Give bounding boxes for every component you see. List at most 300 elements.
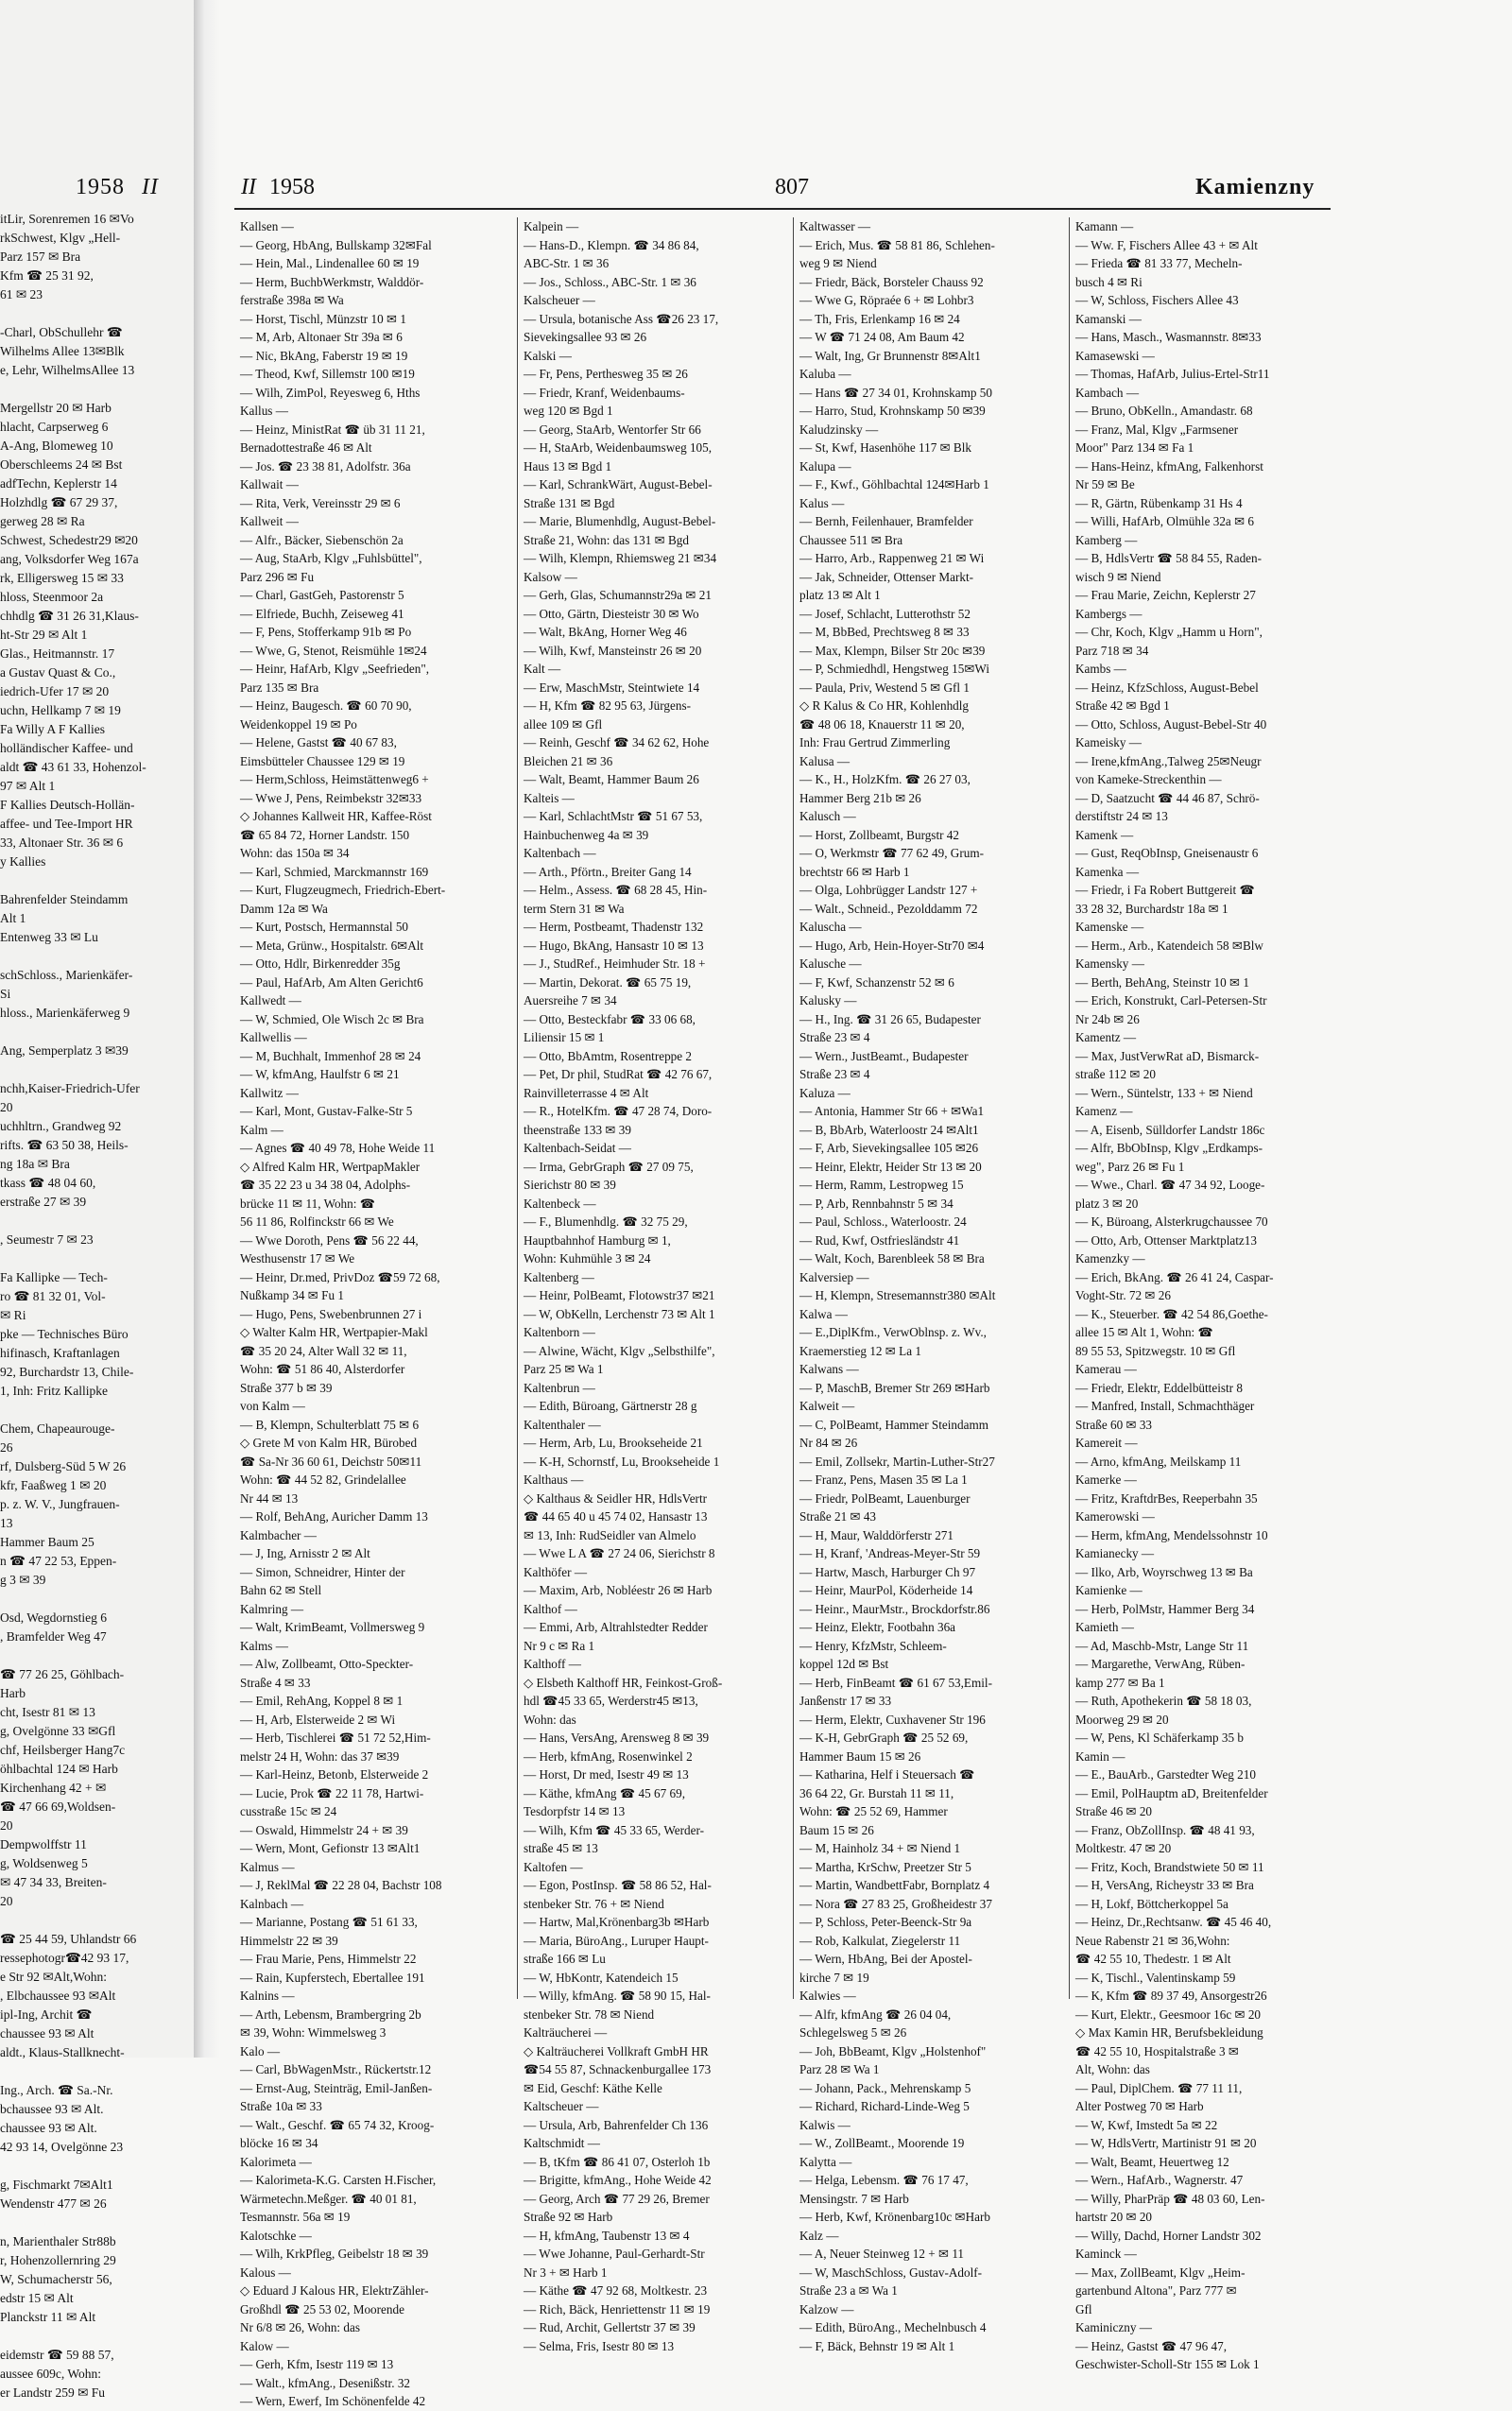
- directory-entry-line: — J, ReklMal ☎ 22 28 04, Bachstr 108: [240, 1878, 442, 1892]
- directory-entry-line: — Käthe, kfmAng ☎ 45 67 69,: [524, 1785, 685, 1800]
- directory-entry-line: kfr, Faaßweg 1 ✉ 20: [0, 1478, 107, 1492]
- directory-entry-line: ☎ 35 20 24, Alter Wall 32 ✉ 11,: [240, 1343, 407, 1358]
- directory-entry-line: — Rich, Bäck, Henriettenstr 11 ✉ 19: [524, 2301, 711, 2316]
- directory-entry-line: — Fritz, KraftdrBes, Reeperbahn 35: [1075, 1490, 1258, 1506]
- directory-entry-line: Neue Rabenstr 21 ✉ 36,Wohn:: [1075, 1933, 1230, 1948]
- directory-entry-line: — M, Hainholz 34 + ✉ Niend 1: [799, 1841, 961, 1855]
- directory-entry-line: g, Ovelgönne 33 ✉Gfl: [0, 1724, 116, 1738]
- directory-entry-line: von Kameke-Streckenthin —: [1075, 772, 1222, 786]
- directory-entry-line: — Wern, Ewerf, Im Schönenfelde 42: [240, 2394, 426, 2408]
- directory-entry-line: ro ☎ 81 32 01, Vol-: [0, 1289, 106, 1303]
- directory-entry-line: Kfm ☎ 25 31 92,: [0, 268, 94, 283]
- directory-entry-line: — Alfr., Bäcker, Siebenschön 2a: [240, 532, 404, 547]
- directory-entry-line: Kallwedt —: [240, 993, 301, 1007]
- directory-entry-line: — Horst, Dr med, Isestr 49 ✉ 13: [524, 1767, 689, 1782]
- directory-entry-line: 33, Altonaer Str. 36 ✉ 6: [0, 835, 124, 850]
- directory-entry-line: — Wern, Mont, Gefionstr 13 ✉Alt1: [240, 1841, 421, 1855]
- directory-entry-line: — Thomas, HafArb, Julius-Ertel-Str11: [1075, 367, 1270, 381]
- directory-entry-line: — Erich, Mus. ☎ 58 81 86, Schlehen-: [799, 237, 995, 252]
- directory-entry-line: — Reinh, Geschf ☎ 34 62 62, Hohe: [524, 735, 710, 749]
- directory-entry-line: p. z. W. V., Jungfrauen-: [0, 1497, 120, 1511]
- directory-entry-line: — Jos., Schloss., ABC-Str. 1 ✉ 36: [524, 274, 696, 289]
- directory-entry-line: — Egon, PostInsp. ☎ 58 86 52, Hal-: [524, 1878, 712, 1892]
- directory-entry-line: — Brigitte, kfmAng., Hohe Weide 42: [524, 2173, 712, 2187]
- directory-entry-line: — Nora ☎ 27 83 25, Großheidestr 37: [799, 1896, 992, 1911]
- directory-entry-line: Parz 718 ✉ 34: [1075, 643, 1149, 658]
- directory-entry-line: Voght-Str. 72 ✉ 26: [1075, 1288, 1171, 1302]
- directory-entry-line: — Hans-Heinz, kfmAng, Falkenhorst: [1075, 458, 1263, 474]
- directory-entry-line: 20: [0, 1100, 13, 1114]
- directory-entry-line: Kameisky —: [1075, 735, 1142, 749]
- directory-entry-line: — K, Büroang, Alsterkrugchaussee 70: [1075, 1214, 1268, 1229]
- directory-entry-line: — Walt, Beamt, Hammer Baum 26: [524, 772, 699, 786]
- directory-entry-line: — Bernh, Feilenhauer, Bramfelder: [799, 514, 973, 528]
- directory-entry-line: — Emil, Zollsekr, Martin-Luther-Str27: [799, 1454, 995, 1469]
- directory-entry-line: uchhltrn., Grandweg 92: [0, 1119, 122, 1133]
- directory-entry-line: — Willy, PharPräp ☎ 48 03 60, Len-: [1075, 2191, 1265, 2206]
- directory-entry-line: — Otto, Arb, Ottenser Marktplatz13: [1075, 1232, 1257, 1248]
- left-page-header: [76, 175, 159, 200]
- directory-page: [222, 0, 1512, 2408]
- directory-entry-line: Kalnbach —: [240, 1896, 304, 1911]
- directory-entry-line: — Otto, Gärtn, Diesteistr 30 ✉ Wo: [524, 606, 699, 621]
- directory-entry-line: — J., StudRef., Heimhuder Str. 18 +: [524, 956, 706, 971]
- directory-entry-line: g 3 ✉ 39: [0, 1573, 46, 1587]
- directory-entry-line: — H, Arb, Elsterweide 2 ✉ Wi: [240, 1712, 396, 1727]
- directory-entry-line: Kallwitz —: [240, 1085, 299, 1100]
- directory-entry-line: — J, Ing, Arnisstr 2 ✉ Alt: [240, 1546, 370, 1560]
- directory-entry-line: Kaltscheuer —: [524, 2099, 599, 2113]
- directory-entry-line: Hammer Berg 21b ✉ 26: [799, 790, 921, 805]
- directory-entry-line: brücke 11 ✉ 11, Wohn: ☎: [240, 1196, 376, 1211]
- directory-entry-line: ◇ Kalträucherei Vollkraft GmbH HR: [524, 2043, 709, 2058]
- directory-entry-line: ☎ 44 65 40 u 45 74 02, Hansastr 13: [524, 1509, 708, 1524]
- directory-entry-line: pke — Technisches Büro: [0, 1327, 129, 1341]
- directory-entry-line: — Hartw, Masch, Harburger Ch 97: [799, 1564, 976, 1579]
- directory-entry-line: — Frau Marie, Zeichn, Keplerstr 27: [1075, 588, 1256, 602]
- directory-entry-line: Kamenzky —: [1075, 1251, 1145, 1266]
- directory-entry-line: Kalz —: [799, 2228, 839, 2243]
- directory-entry-line: ◇ Eduard J Kalous HR, ElektrZähler-: [240, 2283, 429, 2298]
- directory-entry-line: [0, 2327, 217, 2346]
- directory-entry-line: 92, Burchardstr 13, Chile-: [0, 1365, 134, 1379]
- directory-entry-line: Nußkamp 34 ✉ Fu 1: [240, 1288, 344, 1302]
- directory-entry-line: ht-Str 29 ✉ Alt 1: [0, 628, 88, 642]
- directory-entry-line: — Georg, StaArb, Wentorfer Str 66: [524, 422, 701, 437]
- directory-entry-line: [0, 1401, 217, 1420]
- directory-entry-line: — Otto, Besteckfabr ☎ 33 06 68,: [524, 1011, 696, 1026]
- directory-entry-line: Kalous —: [240, 2265, 291, 2280]
- directory-entry-line: Kaminck —: [1075, 2247, 1137, 2261]
- directory-entry-line: — Heinz, Dr.,Rechtsanw. ☎ 45 46 40,: [1075, 1915, 1272, 1929]
- directory-entry-line: — Rita, Verk, Vereinsstr 29 ✉ 6: [240, 495, 401, 510]
- directory-entry-line: Hammer Baum 25: [0, 1535, 94, 1549]
- directory-entry-line: ◇ Walter Kalm HR, Wertpapier-Makl: [240, 1325, 428, 1339]
- directory-entry-line: — Joh, BbBeamt, Klgv „Holstenhof": [799, 2043, 987, 2058]
- directory-entry-line: Kaltenbach-Seidat —: [524, 1141, 631, 1155]
- directory-entry-line: — Wilh, ZimPol, Reyesweg 6, Hths: [240, 385, 421, 400]
- directory-entry-line: — Marie, Blumenhdlg, August-Bebel-: [524, 514, 716, 528]
- directory-entry-line: Kalsow —: [524, 569, 577, 584]
- directory-entry-line: Geschwister-Scholl-Str 155 ✉ Lok 1: [1075, 2357, 1260, 2371]
- directory-column-3: [793, 217, 1064, 2353]
- directory-entry-line: Ing., Arch. ☎ Sa.-Nr.: [0, 2083, 113, 2097]
- directory-entry-line: Nr 24b ✉ 26: [1075, 1011, 1140, 1026]
- directory-entry-line: [0, 1646, 217, 1665]
- directory-entry-line: — Jak, Schneider, Ottenser Markt-: [799, 569, 974, 584]
- directory-entry-line: — Max, JustVerwRat aD, Bismarck-: [1075, 1048, 1260, 1063]
- directory-entry-line: platz 13 ✉ Alt 1: [799, 588, 881, 602]
- directory-entry-line: — K, Tischl., Valentinskamp 59: [1075, 1970, 1236, 1985]
- directory-entry-line: Wohn: ☎ 44 52 82, Grindelallee: [240, 1472, 406, 1487]
- directory-entry-line: Auersreihe 7 ✉ 34: [524, 993, 617, 1007]
- directory-entry-line: affee- und Tee-Import HR: [0, 817, 133, 831]
- directory-entry-line: — Antonia, Hammer Str 66 + ✉Wa1: [799, 1104, 985, 1118]
- directory-entry-line: melstr 24 H, Wohn: das 37 ✉39: [240, 1748, 400, 1764]
- directory-entry-line: Kaltenborn —: [524, 1325, 595, 1339]
- directory-entry-line: — Fr, Pens, Perthesweg 35 ✉ 26: [524, 367, 688, 381]
- directory-entry-line: Straße 131 ✉ Bgd: [524, 495, 615, 510]
- directory-entry-line: — Walt, Beamt, Heuertweg 12: [1075, 2154, 1229, 2169]
- directory-entry-line: — Josef, Schlacht, Lutterothstr 52: [799, 606, 971, 621]
- directory-entry-line: — Walt, Ing, Gr Brunnenstr 8✉Alt1: [799, 348, 981, 363]
- directory-entry-line: — W, Kwf, Imstedt 5a ✉ 22: [1075, 2117, 1218, 2132]
- directory-entry-line: Kamentz —: [1075, 1030, 1137, 1044]
- directory-entry-line: — Edith, BüroAng., Mechelnbusch 4: [799, 2320, 987, 2334]
- directory-entry-line: Kalteis —: [524, 790, 575, 805]
- directory-entry-line: — H, Kfm ☎ 82 95 63, Jürgens-: [524, 698, 691, 713]
- directory-entry-line: hartstr 20 ✉ 20: [1075, 2210, 1153, 2224]
- directory-entry-line: — Ursula, Arb, Bahrenfelder Ch 136: [524, 2117, 709, 2132]
- directory-entry-line: — Rob, Kalkulat, Ziegelerstr 11: [799, 1933, 961, 1948]
- directory-entry-line: ☎ 65 84 72, Horner Landstr. 150: [240, 827, 410, 842]
- directory-entry-line: Kalträucherei —: [524, 2025, 608, 2040]
- directory-column-1: [234, 217, 505, 2408]
- directory-entry-line: — Heinr, MaurPol, Köderheide 14: [799, 1583, 973, 1597]
- directory-entry-line: — Kurt, Elektr., Geesmoor 16c ✉ 20: [1075, 2006, 1262, 2022]
- directory-entry-line: Kalt —: [524, 662, 561, 676]
- directory-entry-line: Kamin —: [1075, 1748, 1125, 1764]
- directory-entry-line: Kamenz —: [1075, 1104, 1133, 1118]
- directory-entry-line: Kalwa —: [799, 1306, 848, 1321]
- directory-entry-line: — Wern, HbAng, Bei der Apostel-: [799, 1952, 972, 1966]
- directory-entry-line: Entenweg 33 ✉ Lu: [0, 930, 98, 944]
- directory-entry-line: A-Ang, Blomeweg 10: [0, 439, 113, 453]
- directory-entry-line: — Emil, PolHauptm aD, Breitenfelder: [1075, 1785, 1268, 1800]
- directory-entry-line: 61 ✉ 23: [0, 287, 43, 301]
- directory-entry-line: derstiftstr 24 ✉ 13: [1075, 809, 1168, 823]
- directory-entry-line: W, Schumacherstr 56,: [0, 2272, 112, 2286]
- directory-entry-line: — F, Arb, Sievekingsallee 105 ✉26: [799, 1141, 979, 1155]
- directory-entry-line: straße 112 ✉ 20: [1075, 1067, 1156, 1081]
- directory-entry-line: — F, Kwf, Schanzenstr 52 ✉ 6: [799, 974, 954, 990]
- directory-entry-line: — Käthe ☎ 47 92 68, Moltkestr. 23: [524, 2283, 708, 2298]
- directory-entry-line: 20: [0, 1818, 13, 1833]
- directory-entry-line: — Karl, Schmied, Marckmannstr 169: [240, 864, 429, 879]
- directory-entry-line: — Wilh, Kwf, Mansteinstr 26 ✉ 20: [524, 643, 702, 658]
- directory-entry-line: — Paula, Priv, Westend 5 ✉ Gfl 1: [799, 680, 970, 695]
- directory-entry-line: Weidenkoppel 19 ✉ Po: [240, 716, 357, 732]
- directory-entry-line: — Katharina, Helf i Steuersach ☎: [799, 1767, 975, 1782]
- directory-entry-line: — Carl, BbWagenMstr., Rückertstr.12: [240, 2062, 432, 2076]
- directory-entry-line: Kalwies —: [799, 1989, 856, 2003]
- directory-entry-line: — Karl, Mont, Gustav-Falke-Str 5: [240, 1104, 413, 1118]
- directory-entry-line: Gfl: [1075, 2301, 1092, 2316]
- directory-entry-line: Kamianecky —: [1075, 1546, 1155, 1560]
- directory-entry-line: — Hugo, BkAng, Hansastr 10 ✉ 13: [524, 938, 704, 953]
- directory-entry-line: — Maxim, Arb, Nobléestr 26 ✉ Harb: [524, 1583, 713, 1597]
- directory-entry-line: e, Lehr, WilhelmsAllee 13: [0, 363, 135, 377]
- directory-entry-line: — Martin, WandbettFabr, Bornplatz 4: [799, 1878, 990, 1892]
- directory-entry-line: er Landstr 259 ✉ Fu: [0, 2385, 106, 2400]
- directory-entry-line: — Irene,kfmAng.,Talweg 25✉Neugr: [1075, 753, 1262, 768]
- directory-entry-line: — C, PolBeamt, Hammer Steindamm: [799, 1417, 988, 1432]
- page-number: 807: [775, 175, 809, 199]
- directory-entry-line: Eimsbütteler Chaussee 129 ✉ 19: [240, 753, 405, 768]
- directory-entry-line: — Martin, Dekorat. ☎ 65 75 19,: [524, 974, 692, 990]
- directory-entry-line: — Ursula, botanische Ass ☎26 23 17,: [524, 311, 719, 326]
- directory-entry-line: — Hugo, Pens, Swebenbrunnen 27 i: [240, 1306, 422, 1321]
- directory-entry-line: Moorweg 29 ✉ 20: [1075, 1712, 1169, 1727]
- directory-entry-line: Mergellstr 20 ✉ Harb: [0, 401, 112, 415]
- directory-entry-line: Straße 23 ✉ 4: [799, 1030, 870, 1044]
- directory-entry-line: — B, BbArb, Waterloostr 24 ✉Alt1: [799, 1122, 979, 1137]
- directory-entry-line: — Paul, DiplChem. ☎ 77 11 11,: [1075, 2080, 1243, 2095]
- directory-entry-line: — Heinr, Dr.med, PrivDoz ☎59 72 68,: [240, 1269, 440, 1284]
- directory-entry-line: straße 45 ✉ 13: [524, 1841, 598, 1855]
- directory-entry-line: von Kalm —: [240, 1399, 305, 1413]
- directory-entry-line: hloss, Steenmoor 2a: [0, 590, 104, 604]
- directory-entry-line: — Gerh, Glas, Schumannstr29a ✉ 21: [524, 588, 712, 602]
- directory-entry-line: — Arth., Pförtn., Breiter Gang 14: [524, 864, 692, 879]
- directory-entry-line: — St, Kwf, Hasenhöhe 117 ✉ Blk: [799, 440, 971, 455]
- directory-entry-line: — Pet, Dr phil, StudRat ☎ 42 76 67,: [524, 1067, 713, 1081]
- directory-entry-line: Kalupa —: [799, 458, 851, 474]
- directory-entry-line: aussee 609c, Wohn:: [0, 2367, 102, 2381]
- directory-entry-line: Wilhelms Allee 13✉Blk: [0, 344, 125, 358]
- directory-entry-line: — W., ZollBeamt., Moorende 19: [799, 2136, 965, 2150]
- directory-entry-line: Holzhdlg ☎ 67 29 37,: [0, 495, 118, 509]
- directory-entry-line: Hauptbahnhof Hamburg ✉ 1,: [524, 1232, 671, 1248]
- directory-entry-line: — Hein, Mal., Lindenallee 60 ✉ 19: [240, 256, 420, 270]
- directory-entry-line: — Friedr, Elektr, Eddelbütteistr 8: [1075, 1380, 1243, 1395]
- directory-entry-line: [0, 2062, 217, 2081]
- directory-entry-line: — Ernst-Aug, Steinträg, Emil-Janßen-: [240, 2080, 433, 2095]
- directory-entry-line: Kamenka —: [1075, 864, 1140, 879]
- directory-entry-line: chaussee 93 ✉ Alt.: [0, 2121, 97, 2135]
- directory-entry-line: — Erw, MaschMstr, Steintwiete 14: [524, 680, 700, 695]
- directory-entry-line: — M, Buchhalt, Immenhof 28 ✉ 24: [240, 1048, 421, 1063]
- directory-entry-line: Straße 60 ✉ 33: [1075, 1417, 1153, 1432]
- directory-entry-line: 36 64 22, Gr. Burstah 11 ✉ 11,: [799, 1785, 954, 1800]
- directory-entry-line: Hammer Baum 15 ✉ 26: [799, 1748, 921, 1764]
- directory-entry-line: ◇ Johannes Kallweit HR, Kaffee-Röst: [240, 809, 432, 823]
- directory-entry-line: Kamienke —: [1075, 1583, 1143, 1597]
- directory-entry-line: Kalusky —: [799, 993, 857, 1007]
- directory-entry-line: ABC-Str. 1 ✉ 36: [524, 256, 610, 270]
- left-page-roman: II: [142, 175, 159, 199]
- directory-entry-line: Kaltenthaler —: [524, 1417, 601, 1432]
- directory-entry-line: wisch 9 ✉ Niend: [1075, 569, 1161, 584]
- directory-entry-line: — Wern., Süntelstr, 133 + ✉ Niend: [1075, 1085, 1253, 1100]
- directory-entry-line: — Herm, kfmAng, Mendelssohnstr 10: [1075, 1527, 1268, 1542]
- directory-entry-line: , Bramfelder Weg 47: [0, 1629, 107, 1644]
- directory-entry-line: ✉ 47 34 33, Breiten-: [0, 1875, 107, 1889]
- directory-entry-line: — Herb, Kwf, Krönenbarg10c ✉Harb: [799, 2210, 990, 2224]
- directory-entry-line: — Willy, Dachd, Horner Landstr 302: [1075, 2228, 1262, 2243]
- directory-entry-line: Alter Postweg 70 ✉ Harb: [1075, 2099, 1204, 2113]
- directory-entry-line: Straße 21 ✉ 43: [799, 1509, 877, 1524]
- directory-entry-line: Kallwellis —: [240, 1030, 307, 1044]
- directory-entry-line: — Herb, FinBeamt ☎ 61 67 53,Emil-: [799, 1675, 992, 1690]
- directory-entry-line: — Hans-D., Klempn. ☎ 34 86 84,: [524, 237, 699, 252]
- directory-entry-line: Fa Kallipke — Tech-: [0, 1270, 108, 1284]
- directory-entry-line: Damm 12a ✉ Wa: [240, 901, 328, 916]
- directory-entry-line: Nr 3 + ✉ Harb 1: [524, 2265, 608, 2280]
- directory-entry-line: — Elfriede, Buchh, Zeiseweg 41: [240, 606, 404, 621]
- directory-entry-line: adfTechn, Keplerstr 14: [0, 476, 117, 491]
- directory-entry-line: — Bruno, ObKelln., Amandastr. 68: [1075, 404, 1253, 418]
- directory-entry-line: — W ☎ 71 24 08, Am Baum 42: [799, 330, 965, 344]
- directory-entry-line: — H, VersAng, Richeystr 33 ✉ Bra: [1075, 1878, 1254, 1892]
- directory-entry-line: — Emil, RehAng, Koppel 8 ✉ 1: [240, 1694, 404, 1708]
- directory-entry-line: eidemstr ☎ 59 88 57,: [0, 2348, 114, 2362]
- directory-entry-line: Kamann —: [1075, 219, 1134, 233]
- directory-entry-line: hdl ☎45 33 65, Werderstr45 ✉13,: [524, 1694, 698, 1708]
- directory-entry-line: — Wilh, Kfm ☎ 45 33 65, Werder-: [524, 1822, 704, 1837]
- directory-entry-line: Wohn: Kuhmühle 3 ✉ 24: [524, 1251, 651, 1266]
- directory-entry-line: Kalwans —: [799, 1362, 859, 1376]
- directory-entry-line: — F., Blumenhdlg. ☎ 32 75 29,: [524, 1214, 688, 1229]
- directory-entry-line: — Friedr, i Fa Robert Buttgereit ☎: [1075, 883, 1255, 897]
- directory-entry-line: — Hugo, Arb, Hein-Hoyer-Str70 ✉4: [799, 938, 985, 953]
- directory-entry-line: — B, Klempn, Schulterblatt 75 ✉ 6: [240, 1417, 420, 1432]
- directory-entry-line: — F, Pens, Stofferkamp 91b ✉ Po: [240, 625, 412, 639]
- directory-entry-line: — Wwe Johanne, Paul-Gerhardt-Str: [524, 2247, 705, 2261]
- directory-entry-line: Wärmetechn.Meßger. ☎ 40 01 81,: [240, 2191, 417, 2206]
- directory-entry-line: Rainvilleterrasse 4 ✉ Alt: [524, 1085, 649, 1100]
- directory-entry-line: — Wilh, KrkPfleg, Geibelstr 18 ✉ 39: [240, 2247, 429, 2261]
- directory-entry-line: Kalmbacher —: [240, 1527, 317, 1542]
- directory-entry-line: 26: [0, 1440, 13, 1455]
- directory-entry-line: Kamereit —: [1075, 1436, 1138, 1450]
- directory-entry-line: — Maria, BüroAng., Luruper Haupt-: [524, 1933, 709, 1948]
- directory-entry-line: — W, ObKelln, Lerchenstr 73 ✉ Alt 1: [524, 1306, 715, 1321]
- directory-entry-line: — Otto, Hdlr, Birkenredder 35g: [240, 956, 401, 971]
- directory-entry-line: ◇ Max Kamin HR, Berufsbekleidung: [1075, 2025, 1263, 2040]
- directory-entry-line: — Heinz, MinistRat ☎ üb 31 11 21,: [240, 422, 425, 437]
- directory-entry-line: Kalpein —: [524, 219, 579, 233]
- directory-entry-line: — Wwe J, Pens, Reimbekstr 32✉33: [240, 790, 422, 805]
- directory-entry-line: — Agnes ☎ 40 49 78, Hohe Weide 11: [240, 1141, 436, 1155]
- directory-entry-line: Straße 46 ✉ 20: [1075, 1804, 1153, 1818]
- directory-entry-line: Schwest, Schedestr29 ✉20: [0, 533, 138, 547]
- directory-entry-line: e Str 92 ✉Alt,Wohn:: [0, 1970, 107, 1984]
- directory-entry-line: — Max, ZollBeamt, Klgv „Heim-: [1075, 2265, 1246, 2280]
- directory-entry-line: — H, kfmAng, Taubenstr 13 ✉ 4: [524, 2228, 690, 2243]
- directory-entry-line: Sierichstr 80 ✉ 39: [524, 1178, 616, 1192]
- directory-entry-line: 56 11 86, Rolfinckstr 66 ✉ We: [240, 1214, 394, 1229]
- directory-entry-line: [0, 1249, 217, 1268]
- directory-entry-line: Kamberg —: [1075, 532, 1138, 547]
- directory-entry-line: itLir, Sorenremen 16 ✉Vo: [0, 212, 134, 226]
- directory-entry-line: — Kalorimeta-K.G. Carsten H.Fischer,: [240, 2173, 437, 2187]
- left-page-fragment: [0, 0, 202, 2400]
- directory-entry-line: — Walt., Geschf. ☎ 65 74 32, Kroog-: [240, 2117, 435, 2132]
- directory-entry-line: — Wern., JustBeamt., Budapester: [799, 1048, 969, 1063]
- directory-entry-line: — Herm, BuchbWerkmstr, Walddör-: [240, 274, 424, 289]
- directory-entry-line: — Olga, Lohbrügger Landstr 127 +: [799, 883, 978, 897]
- directory-entry-line: — Hans, VersAng, Arensweg 8 ✉ 39: [524, 1731, 710, 1745]
- directory-entry-line: — H, Maur, Walddörferstr 271: [799, 1527, 954, 1542]
- directory-entry-line: — H, Kranf, 'Andreas-Meyer-Str 59: [799, 1546, 981, 1560]
- directory-entry-line: Chem, Chapeaurouge-: [0, 1421, 115, 1436]
- directory-entry-line: , Elbchaussee 93 ✉Alt: [0, 1989, 116, 2003]
- directory-entry-line: ☎54 55 87, Schnackenburgallee 173: [524, 2062, 712, 2076]
- directory-entry-line: — W, MaschSchloss, Gustav-Adolf-: [799, 2265, 983, 2280]
- directory-entry-line: — Erich, Konstrukt, Carl-Petersen-Str: [1075, 993, 1267, 1007]
- directory-entry-line: Alt 1: [0, 911, 26, 925]
- directory-entry-line: — Franz, Mal, Klgv „Farmsener: [1075, 422, 1239, 437]
- directory-entry-line: — H, StaArb, Weidenbaumsweg 105,: [524, 440, 713, 455]
- directory-entry-line: F Kallies Deutsch-Hollän-: [0, 798, 135, 812]
- directory-entry-line: — Franz, Pens, Masen 35 ✉ La 1: [799, 1472, 968, 1487]
- directory-entry-line: 20: [0, 1894, 13, 1908]
- directory-entry-line: — W, kfmAng, Haulfstr 6 ✉ 21: [240, 1067, 400, 1081]
- directory-entry-line: — Fritz, Koch, Brandstwiete 50 ✉ 11: [1075, 1859, 1264, 1874]
- directory-entry-line: — W, HbKontr, Katendeich 15: [524, 1970, 679, 1985]
- directory-entry-line: [0, 1911, 217, 1930]
- directory-entry-line: — Harro, Arb., Rappenweg 21 ✉ Wi: [799, 551, 985, 565]
- directory-entry-line: — M, BbBed, Prechtsweg 8 ✉ 33: [799, 625, 970, 639]
- directory-entry-line: Kamerau —: [1075, 1362, 1137, 1376]
- directory-entry-line: [0, 380, 217, 399]
- directory-entry-line: Kalo —: [240, 2043, 281, 2058]
- directory-entry-line: Kalusa —: [799, 753, 850, 768]
- directory-entry-line: — P, Schloss, Peter-Beenck-Str 9a: [799, 1915, 972, 1929]
- directory-entry-line: ☎ 48 06 18, Knauerstr 11 ✉ 20,: [799, 716, 965, 732]
- directory-entry-line: ◇ Elsbeth Kalthoff HR, Feinkost-Groß-: [524, 1675, 723, 1690]
- directory-entry-line: ◇ Kalthaus & Seidler HR, HdlsVertr: [524, 1490, 708, 1506]
- directory-entry-line: Osd, Wegdornstieg 6: [0, 1610, 108, 1625]
- directory-entry-line: Kalusche —: [799, 956, 862, 971]
- directory-entry-line: cht, Isestr 81 ✉ 13: [0, 1705, 95, 1719]
- directory-entry-line: ressephotogr☎42 93 17,: [0, 1951, 129, 1965]
- book-gutter: [194, 0, 220, 2058]
- directory-entry-line: Nr 84 ✉ 26: [799, 1436, 858, 1450]
- directory-entry-line: Moltkestr. 47 ✉ 20: [1075, 1841, 1172, 1855]
- directory-entry-line: Kallwait —: [240, 477, 299, 491]
- directory-entry-line: — Walt., Schneid., Pezolddamm 72: [799, 901, 978, 916]
- directory-entry-line: — Berth, BehAng, Steinstr 10 ✉ 1: [1075, 974, 1249, 990]
- directory-entry-line: Großhdl ☎ 25 53 02, Moorende: [240, 2301, 404, 2316]
- directory-entry-line: Kambergs —: [1075, 606, 1143, 621]
- directory-entry-line: Straße 42 ✉ Bgd 1: [1075, 698, 1170, 713]
- directory-entry-line: — Charl, GastGeh, Pastorenstr 5: [240, 588, 404, 602]
- directory-entry-line: — Heinz, KfzSchloss, August-Bebel: [1075, 680, 1259, 695]
- directory-entry-line: nchh,Kaiser-Friedrich-Ufer: [0, 1081, 140, 1095]
- directory-entry-line: Baum 15 ✉ 26: [799, 1822, 874, 1837]
- directory-entry-line: ✉ 39, Wohn: Wimmelsweg 3: [240, 2025, 387, 2040]
- directory-entry-line: Kalthöfer —: [524, 1564, 588, 1579]
- directory-entry-line: Parz 157 ✉ Bra: [0, 250, 81, 264]
- directory-entry-line: Kalotschke —: [240, 2228, 312, 2243]
- directory-entry-line: — Alfr, BbObInsp, Klgv „Erdkamps-: [1075, 1141, 1263, 1155]
- directory-entry-line: rifts. ☎ 63 50 38, Heils-: [0, 1138, 129, 1152]
- directory-entry-line: Kaluscha —: [799, 920, 862, 934]
- directory-entry-line: Kamenk —: [1075, 827, 1134, 842]
- directory-entry-line: Kambach —: [1075, 385, 1140, 400]
